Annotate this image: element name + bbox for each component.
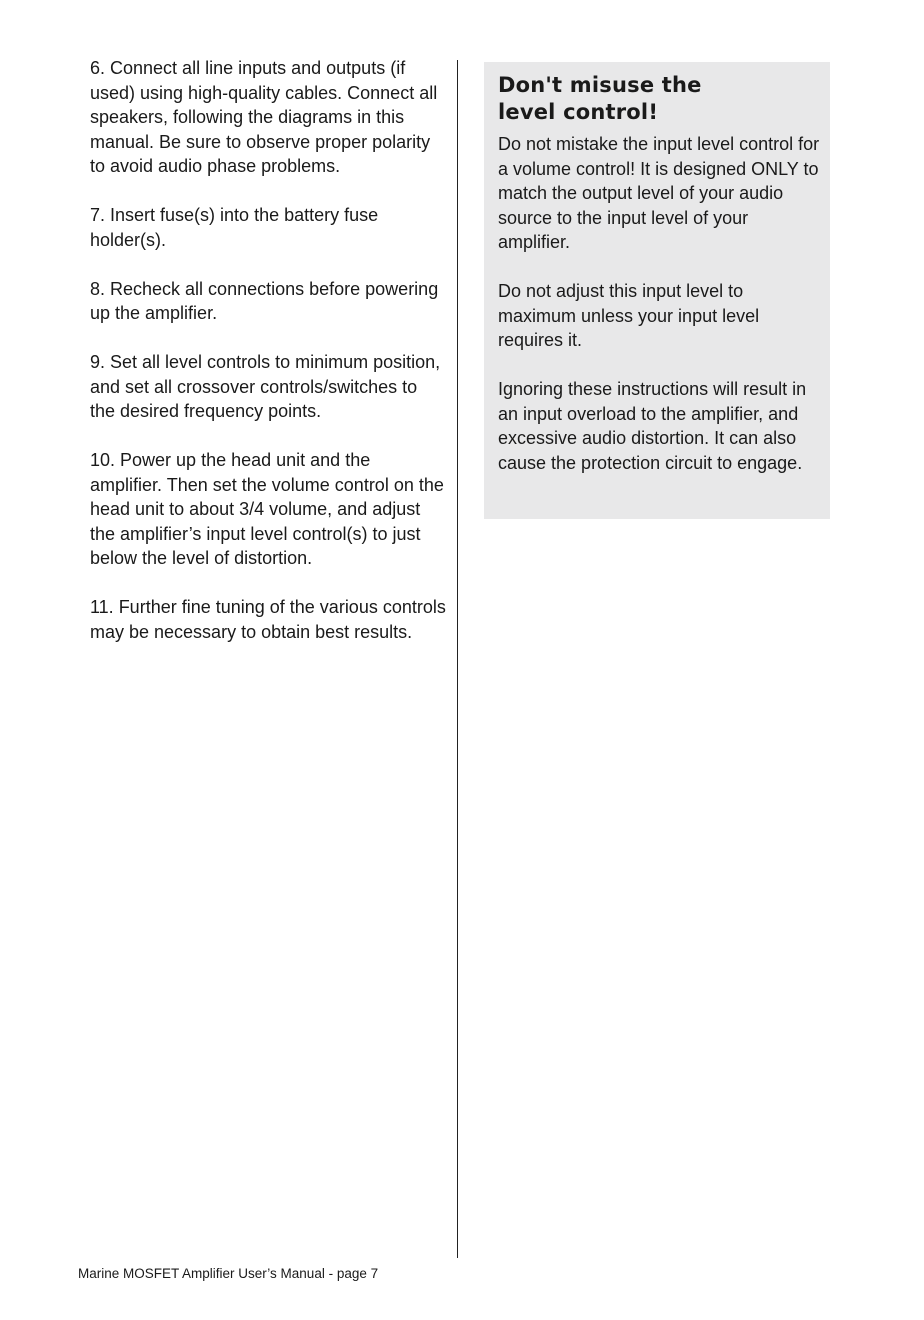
page-footer: Marine MOSFET Amplifier User’s Manual - page 7 — [78, 1266, 379, 1281]
column-divider — [457, 60, 458, 1258]
step-10: 10. Power up the head unit and the amplifier. Then set the volume control on the head unit to about 3/4 volume, and adjust the amplifier’s input level control(s) to just below the level of distortion. — [90, 450, 444, 568]
step-11: 11. Further fine tuning of the various controls may be necessary to obtain best results. — [90, 597, 446, 642]
callout-paragraph-3: Ignoring these instructions will result in an input overload to the amplifier, and excessive audio distortion. It can also cause the protection circuit to engage. — [498, 379, 807, 473]
installation-steps — [90, 56, 446, 669]
step-9: 9. Set all level controls to minimum position, and set all crossover controls/switches to the desired frequency points. — [90, 352, 441, 421]
callout-title-line-1: Don't misuse the — [498, 73, 702, 97]
callout-title — [498, 72, 822, 126]
step-8: 8. Recheck all connections before powering up the amplifier. — [90, 278, 439, 323]
callout-paragraph-2: Do not adjust this input level to maximum unless your input level requires it. — [498, 281, 760, 350]
step-7: 7. Insert fuse(s) into the battery fuse holder(s). — [90, 205, 379, 250]
callout-title-line-2: level control! — [498, 100, 659, 124]
callout-paragraph-1: Do not mistake the input level control for a volume control! It is designed ONLY to match the output level of your audio source to the input level of your amplifier. — [498, 134, 820, 252]
step-6: 6. Connect all line inputs and outputs (if used) using high-quality cables. Connect all speakers, following the diagrams in this manual. Be sure to observe proper polarity to avoid audio phase problems. — [90, 58, 438, 176]
warning-callout-box — [484, 62, 830, 519]
